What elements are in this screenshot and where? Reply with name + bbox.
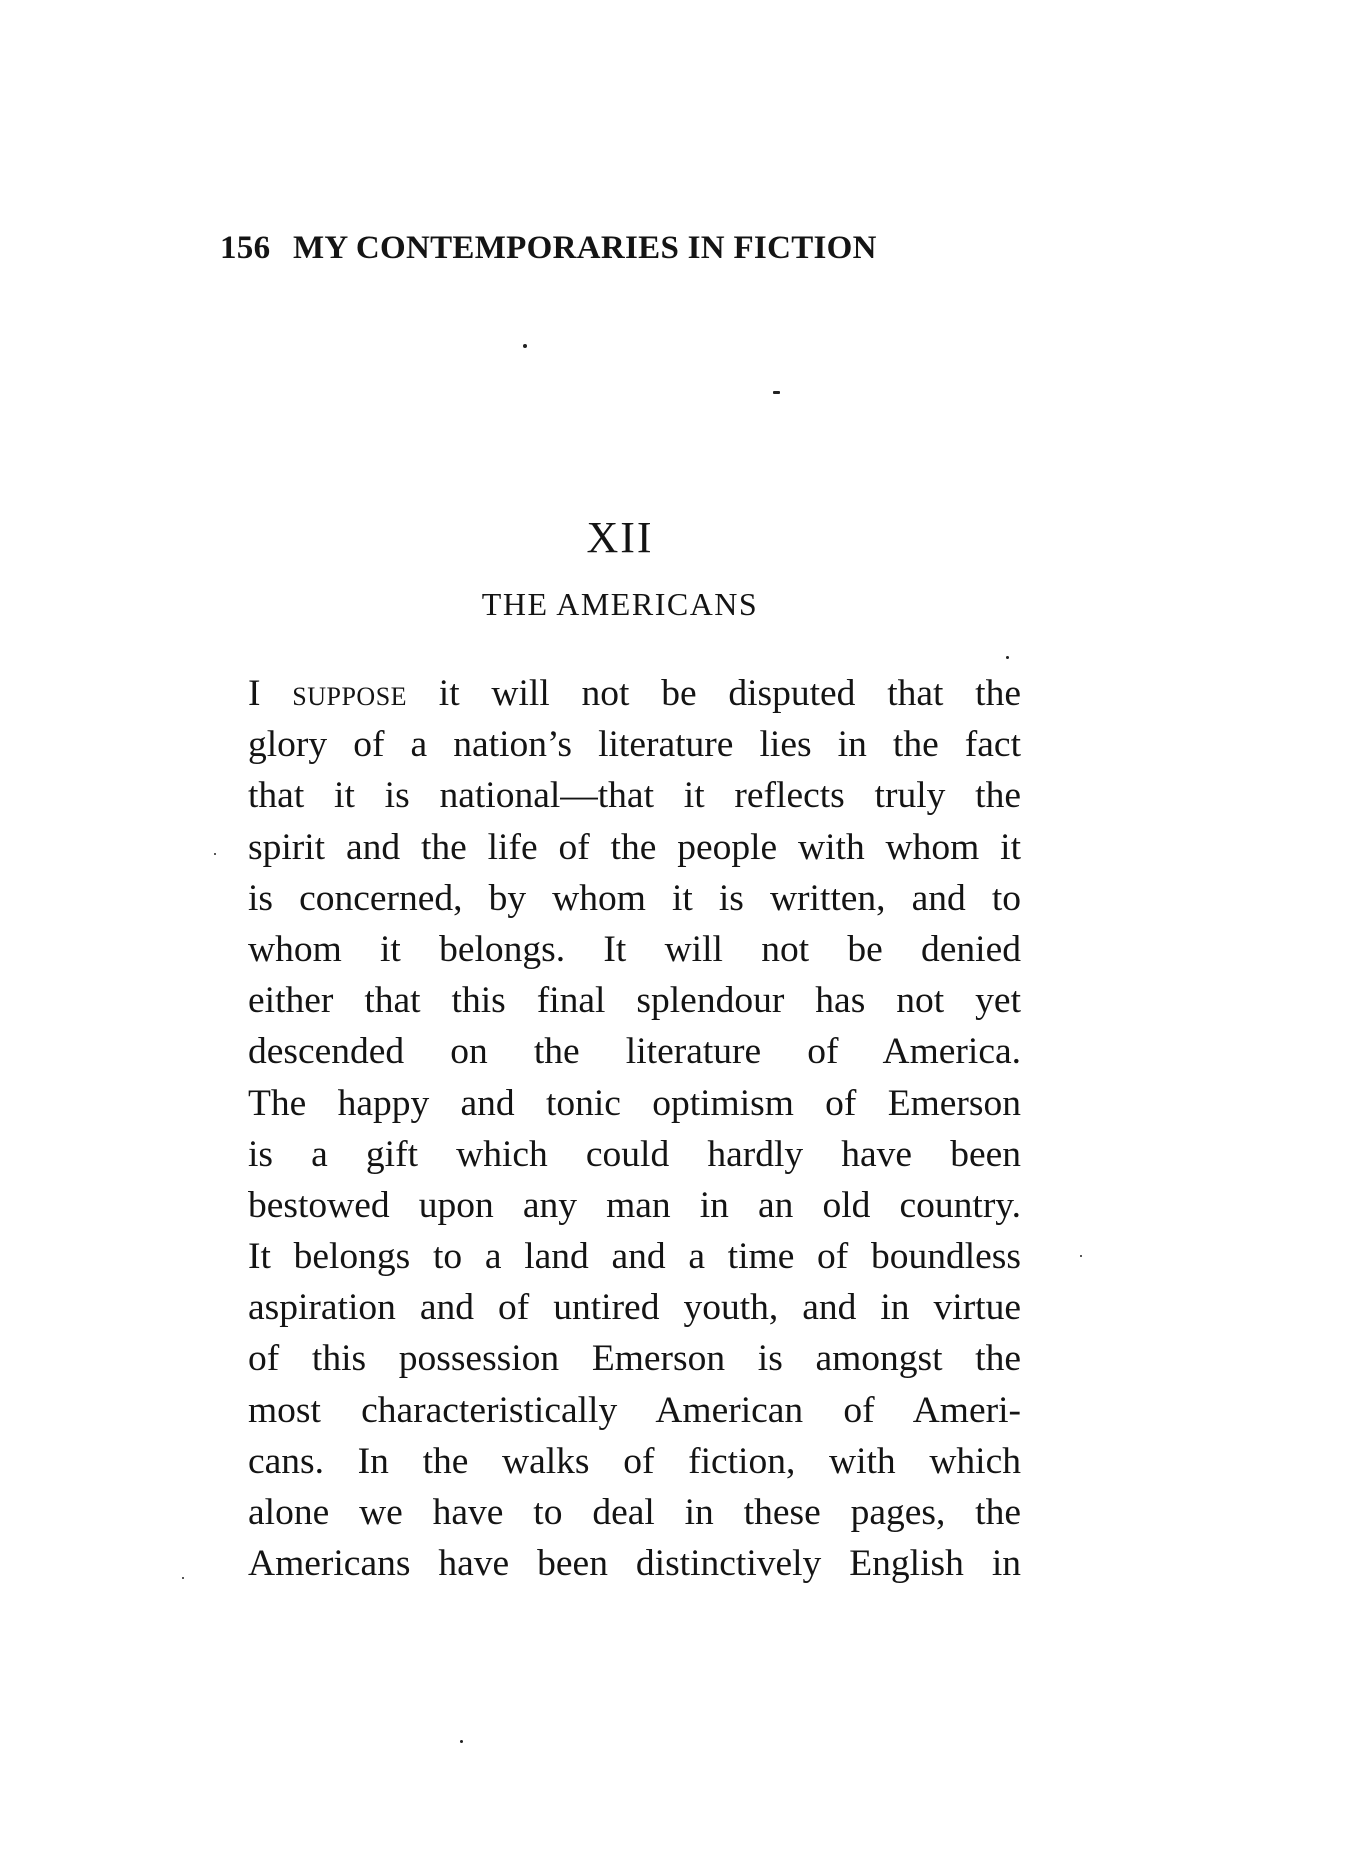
text-line: that it is national—that it reflects truly the bbox=[248, 775, 1021, 817]
page-number: 156 bbox=[220, 230, 271, 266]
text-line: whom it belongs. It will not be denied bbox=[248, 928, 1021, 970]
text-line: The happy and tonic optimism of Emerson bbox=[248, 1082, 1021, 1124]
scan-speck bbox=[773, 391, 780, 394]
text-line bbox=[248, 668, 1021, 719]
text-line: of this possession Emerson is amongst the bbox=[248, 1338, 1021, 1380]
text-line: alone we have to deal in these pages, the bbox=[248, 1492, 1021, 1533]
body-text bbox=[248, 668, 1021, 1589]
running-header bbox=[220, 230, 1020, 267]
text-line: cans. In the walks of fiction, with which bbox=[248, 1440, 1021, 1482]
running-title: MY CONTEMPORARIES IN FICTION bbox=[292, 230, 877, 266]
chapter-title: THE AMERICANS bbox=[481, 586, 759, 622]
text-line: aspiration and of untired youth, and in virtue bbox=[248, 1287, 1021, 1329]
scan-speck bbox=[182, 1577, 184, 1579]
scan-speck bbox=[1080, 1255, 1082, 1257]
scan-speck bbox=[460, 1740, 463, 1743]
scan-speck bbox=[214, 853, 216, 855]
text-line: bestowed upon any man in an old country. bbox=[248, 1184, 1021, 1226]
text-line: either that this final splendour has not yet bbox=[248, 980, 1021, 1022]
text-line: spirit and the life of the people with whom it bbox=[248, 826, 1021, 868]
text-line: descended on the literature of America. bbox=[248, 1031, 1021, 1073]
opening-smallcaps: suppose bbox=[292, 673, 408, 714]
scan-speck bbox=[1006, 656, 1009, 659]
chapter-number: XII bbox=[586, 513, 654, 562]
text-line: is a gift which could hardly have been bbox=[248, 1133, 1021, 1175]
opening-word: I bbox=[248, 673, 261, 714]
text-line: glory of a nation’s literature lies in the fact bbox=[248, 724, 1021, 766]
text-line: Americans have been distinctively English in bbox=[248, 1543, 1021, 1585]
scan-speck bbox=[523, 344, 527, 348]
text-line-1: it will not be disputed that the bbox=[407, 673, 1021, 714]
text-line: is concerned, by whom it is written, and to bbox=[248, 877, 1021, 919]
text-line: most characteristically American of Ameri- bbox=[248, 1389, 1021, 1431]
text-line: It belongs to a land and a time of boundless bbox=[248, 1236, 1021, 1278]
